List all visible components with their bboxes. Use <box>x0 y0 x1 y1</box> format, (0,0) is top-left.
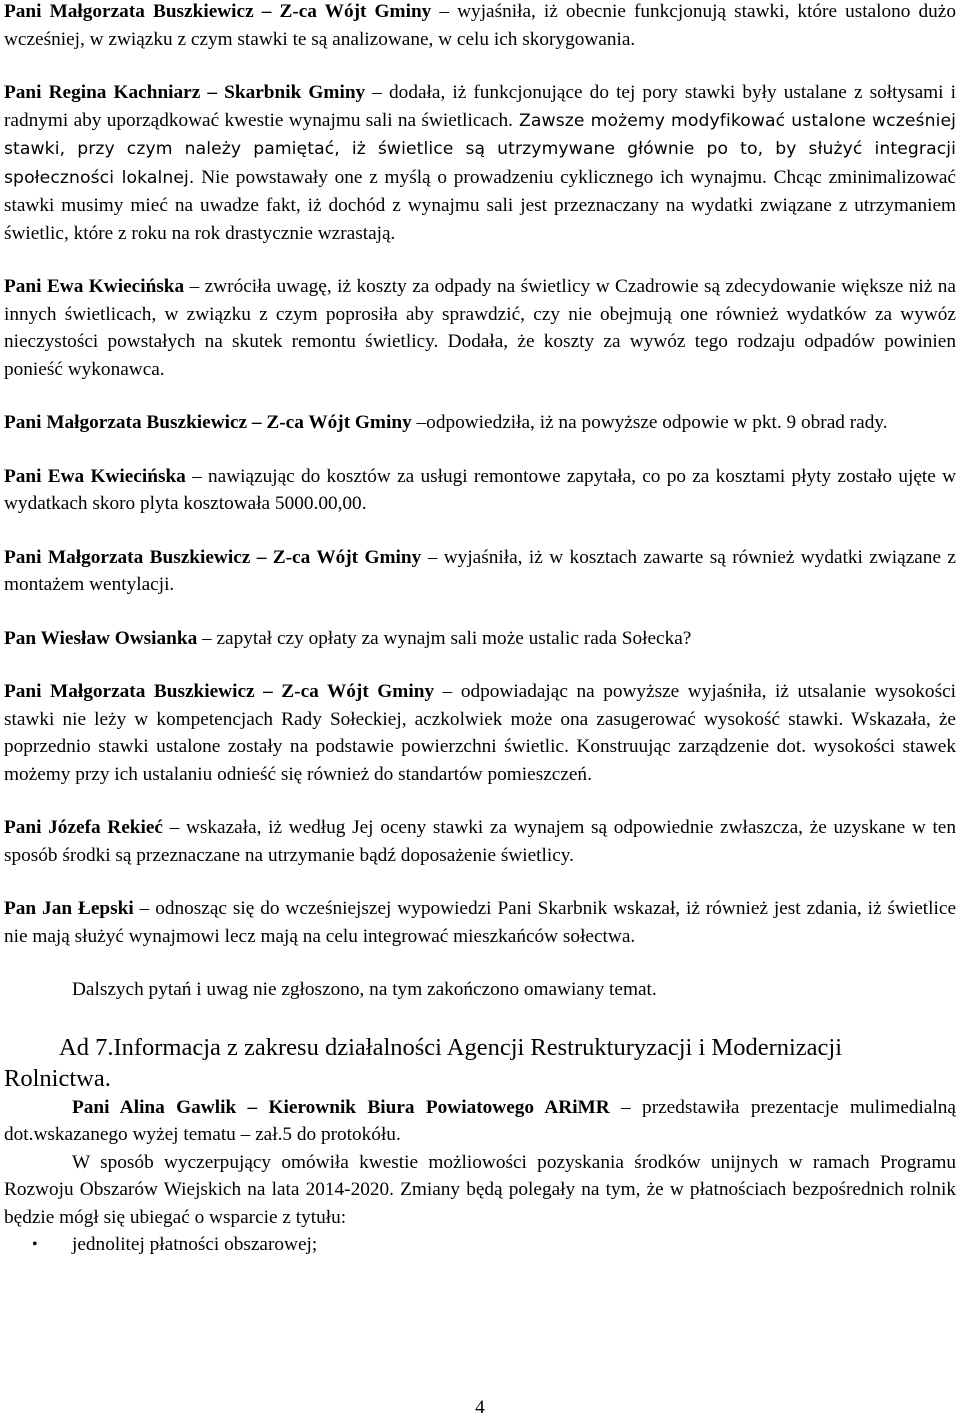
agenda-heading-line-1: Ad 7.Informacja z zakresu działalności Agencji Restrukturyzacji i Modernizacji <box>59 1033 843 1061</box>
paragraph-7 <box>4 625 956 653</box>
paragraph-text: – dodała, iż funkcjonujące do tej pory stawki były ustalane z sołtysami i radnymi aby uporządkować kwestie wynajmu sali na świetlicach. <box>4 82 956 131</box>
list-item <box>4 1231 956 1259</box>
speaker-name: Pani Ewa Kwiecińska <box>4 276 185 297</box>
paragraph-10 <box>4 895 956 950</box>
speaker-name: Pani Małgorzata Buszkiewicz – Z-ca Wójt Gminy <box>4 681 435 702</box>
agenda-paragraph-1 <box>4 1094 956 1149</box>
paragraph-5 <box>4 463 956 518</box>
speaker-name: Pani Małgorzata Buszkiewicz – Z-ca Wójt Gminy <box>4 412 412 433</box>
bullet-list <box>4 1231 956 1259</box>
paragraph-2 <box>4 79 956 247</box>
paragraph-text: – wskazała, iż według Jej oceny stawki za wynajem są odpowiednie zwłaszcza, że uzyskane w ten sposób środki są przeznaczane na utrzymanie bądź doposażenie świetlicy. <box>4 817 956 866</box>
paragraph-9 <box>4 814 956 869</box>
paragraph-text: – zapytał czy opłaty za wynajm sali może ustalic rada Sołecka? <box>197 627 692 649</box>
agenda-paragraph-2: W sposób wyczerpujący omówiła kwestie możliowości pozyskania środków unijnych w ramach Programu Rozwoju Obszarów Wiejskich na lata 2014-2020. Zmiany będą polegały na tym, że w płatnościach bezpośrednich rolnik będzie mógł się ubiegać o wsparcie z tytułu: <box>4 1151 956 1228</box>
paragraph-text: – odpowiadając na powyższe wyjaśniła, iż utsalanie wysokości stawki nie leży w kompetencjach Rady Sołeckiej, aczkolwiek może ona zasugerować wysokość stawki. Wskazała, że poprzednio stawki ustalone zostały na podstawie powierzchni świetlic. Konstruując zarządzenie dot. wysokości stawek możemy przy ich ustalaniu odnieść się również do standartów pomieszczeń. <box>4 681 956 785</box>
speaker-name: Pani Józefa Rekieć <box>4 817 163 838</box>
paragraph-4 <box>4 409 956 437</box>
speaker-name: Pani Ewa Kwiecińska <box>4 465 186 487</box>
closing-line: Dalszych pytań i uwag nie zgłoszono, na tym zakończono omawiany temat. <box>72 979 657 1000</box>
paragraph-text: – odnosząc się do wcześniejszej wypowiedzi Pani Skarbnik wskazał, iż również jest zdania, iż świetlice nie mają służyć wynajmowi lecz mają na celu integrować mieszkańców sołectwa. <box>4 898 956 947</box>
paragraph-text-continued: Nie powstawały one z myślą o prowadzeniu cyklicznego ich wynajmu. Chcąc zminimalizować stawki musimy mieć na uwadze fakt, iż dochód z wynajmu sali jest przeznaczany na wydatki związane z utrzymaniem świetlic, które z roku na rok drastycznie wzrastają. <box>4 166 956 244</box>
paragraph-8 <box>4 678 956 788</box>
speaker-name: Pani Alina Gawlik – Kierownik Biura Powiatowego ARiMR <box>72 1096 610 1118</box>
paragraph-1 <box>4 0 956 53</box>
paragraph-text: – nawiązując do kosztów za usługi remontowe zapytała, co po za kosztami płyty zostało ujęte w wydatkach skoro plyta kosztowała 5000.00,00. <box>4 465 956 514</box>
paragraph-text: – wyjaśniła, iż w kosztach zawarte są również wydatki związane z montażem wentylacji. <box>4 546 956 595</box>
speaker-name: Pan Jan Łepski <box>4 898 134 919</box>
paragraph-text: – przedstawiła prezentacje mulimedialną dot.wskazanego wyżej tematu – zał.5 do protokółu. <box>4 1096 956 1145</box>
paragraph-text: – zwróciła uwagę, iż koszty za odpady na świetlicy w Czadrowie są zdecydowanie większe niż na innych świetlicach, w związku z czym poprosiła aby sprawdzić, czy nie obejmują one również wydatków za wywóz nieczystości powstałych na skutek remontu świetlicy. Dodała, że koszty za wywóz tego rodzaju odpadów powinien ponieść wykonawca. <box>4 276 956 380</box>
paragraph-3 <box>4 273 956 383</box>
bullet-icon: • <box>32 1236 38 1253</box>
agenda-heading-line-2: Rolnictwa. <box>4 1064 111 1092</box>
speaker-name: Pani Małgorzata Buszkiewicz – Z-ca Wójt Gminy <box>4 546 422 568</box>
agenda-item-heading <box>4 1032 956 1094</box>
speaker-name: Pan Wiesław Owsianka <box>4 627 198 649</box>
paragraph-6 <box>4 544 956 599</box>
paragraph-text: – wyjaśniła, iż obecnie funkcjonują stawki, które ustalono dużo wcześniej, w związku z czym stawki te są analizowane, w celu ich skorygowania. <box>4 1 956 50</box>
speaker-name: Pani Regina Kachniarz – Skarbnik Gminy <box>4 82 366 103</box>
paragraph-text-alt-font: Zawsze możemy modyfikować ustalone wcześniej stawki, przy czym należy pamiętać, iż świetlice są utrzymywane głównie po to, by służyć integracji społeczności lokalnej. <box>4 110 957 188</box>
list-item-text: jednolitej płatności obszarowej; <box>72 1234 318 1255</box>
paragraph-text: –odpowiedziła, iż na powyższe odpowie w pkt. 9 obrad rady. <box>411 412 888 433</box>
speaker-name: Pani Małgorzata Buszkiewicz – Z-ca Wójt Gminy <box>4 1 432 22</box>
page-number: 4 <box>475 1397 485 1418</box>
